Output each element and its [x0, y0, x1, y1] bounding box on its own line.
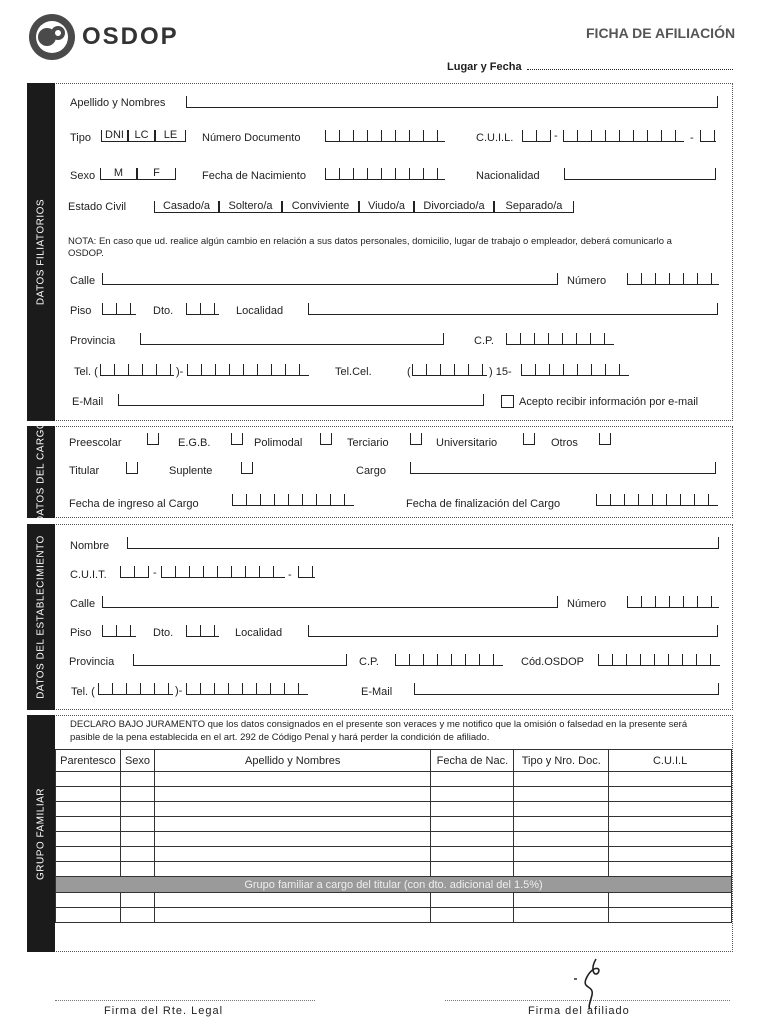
nivel-preescolar-checkbox[interactable]	[147, 433, 159, 445]
table-row[interactable]	[56, 772, 732, 787]
calle-label: Calle	[70, 275, 96, 287]
est-numero-label: Número	[567, 598, 607, 610]
num-doc-label: Número Documento	[202, 132, 301, 144]
est-calle-field[interactable]	[102, 596, 558, 608]
est-nombre-field[interactable]	[127, 537, 719, 549]
grupo-cargo-titular-label: Grupo familiar a cargo del titular (con dto. adicional del 1.5%)	[56, 877, 732, 893]
tipo-label: Tipo	[70, 132, 91, 144]
col-tipo-doc: Tipo y Nro. Doc.	[514, 750, 609, 772]
est-cuit-number-field[interactable]	[161, 566, 285, 578]
estado-civil-label: Estado Civil	[68, 201, 127, 213]
apellido-field[interactable]	[186, 96, 718, 108]
est-provincia-field[interactable]	[133, 654, 347, 666]
col-cuil: C.U.I.L	[609, 750, 732, 772]
est-nombre-label: Nombre	[70, 540, 110, 552]
nivel-otros-checkbox[interactable]	[599, 433, 611, 445]
est-email-field[interactable]	[414, 683, 719, 695]
est-numero-field[interactable]	[627, 596, 719, 608]
num-doc-field[interactable]	[325, 130, 445, 142]
numero-field[interactable]	[627, 273, 719, 285]
estado-separado-option[interactable]: Separado/a	[494, 201, 574, 213]
grupo-cargo-titular-row	[56, 877, 732, 893]
titular-checkbox[interactable]	[126, 462, 138, 474]
email-label: E-Mail	[72, 396, 104, 408]
establecimiento-sidebar	[27, 524, 55, 710]
nivel-egb-label: E.G.B.	[178, 437, 211, 449]
est-cuit-suffix-field[interactable]	[298, 566, 315, 578]
osdop-logo	[28, 13, 188, 61]
cuil-prefix-field[interactable]	[522, 130, 551, 142]
dto-field[interactable]	[186, 303, 219, 315]
acepto-email-label: Acepto recibir información por e-mail	[519, 396, 699, 408]
est-calle-label: Calle	[70, 598, 96, 610]
localidad-label: Localidad	[236, 305, 284, 317]
table-row[interactable]	[56, 832, 732, 847]
familiar-sidebar	[27, 715, 55, 952]
cod-osdop-label: Cód.OSDOP	[521, 656, 584, 668]
provincia-label: Provincia	[70, 335, 116, 347]
est-localidad-field[interactable]	[308, 625, 718, 637]
calle-field[interactable]	[102, 273, 558, 285]
col-fecha-nac: Fecha de Nac.	[431, 750, 514, 772]
estado-casado-option[interactable]: Casado/a	[154, 201, 219, 213]
cargo-label: Cargo	[356, 465, 386, 477]
nivel-universitario-checkbox[interactable]	[523, 433, 535, 445]
place-date-label: Lugar y Fecha	[447, 61, 522, 73]
est-piso-label: Piso	[70, 627, 92, 639]
suplente-label: Suplente	[169, 465, 213, 477]
est-tel-label: Tel. (	[71, 686, 95, 698]
titular-label: Titular	[69, 465, 100, 477]
cargo-field[interactable]	[410, 462, 716, 474]
cel-open: (	[407, 366, 411, 378]
declaro-text: DECLARO BAJO JURAMENTO que los datos consignados en el presente son veraces y me notifico que la omisión o falsedad en la presente será pasible de la pena establecida en el art. 292 de Código Penal y hará perder la condición de afiliado.	[70, 719, 688, 743]
table-row[interactable]	[56, 787, 732, 802]
tel-close: )-	[176, 366, 184, 378]
fecha-nac-label: Fecha de Nacimiento	[202, 170, 306, 182]
fecha-nac-field[interactable]	[325, 168, 445, 180]
logo-mark-icon	[28, 13, 76, 61]
cuil-number-field[interactable]	[563, 130, 684, 142]
est-cuit-dash-2: -	[288, 569, 292, 581]
estado-viudo-option[interactable]: Viudo/a	[359, 201, 414, 213]
cel-number-field[interactable]	[521, 364, 629, 376]
tel-number-field[interactable]	[187, 364, 309, 376]
cuil-dash-2: -	[690, 132, 694, 144]
piso-field[interactable]	[102, 303, 136, 315]
cuil-suffix-field[interactable]	[700, 130, 716, 142]
dto-label: Dto.	[153, 305, 174, 317]
cuil-label: C.U.I.L.	[476, 132, 514, 144]
estado-soltero-option[interactable]: Soltero/a	[219, 201, 282, 213]
sexo-m-option[interactable]: M	[100, 168, 137, 180]
cel-area-field[interactable]	[412, 364, 487, 376]
nivel-polimodal-label: Polimodal	[254, 437, 303, 449]
establecimiento-title: DATOS DEL ESTABLECIMIENTO	[35, 535, 47, 699]
est-piso-field[interactable]	[102, 625, 136, 637]
table-row[interactable]	[56, 802, 732, 817]
numero-label: Número	[567, 275, 607, 287]
estado-conviviente-option[interactable]: Conviviente	[282, 201, 359, 213]
firma-afiliado-label: Firma del afiliado	[528, 1005, 630, 1017]
est-dto-field[interactable]	[186, 625, 219, 637]
table-row[interactable]	[56, 817, 732, 832]
firma-afiliado-line[interactable]	[445, 1000, 730, 1001]
est-tel-number-field[interactable]	[186, 683, 308, 695]
fecha-ingreso-field[interactable]	[232, 494, 354, 506]
telcel-label: Tel.Cel.	[335, 366, 372, 378]
grupo-familiar-table	[55, 749, 732, 923]
familiar-title: GRUPO FAMILIAR	[35, 787, 47, 880]
sexo-f-option[interactable]: F	[137, 168, 176, 180]
nivel-otros-label: Otros	[551, 437, 578, 449]
table-row[interactable]	[56, 862, 732, 877]
nivel-terciario-checkbox[interactable]	[410, 433, 422, 445]
cod-osdop-field[interactable]	[598, 654, 720, 666]
fecha-fin-field[interactable]	[596, 494, 718, 506]
nivel-preescolar-label: Preescolar	[69, 437, 122, 449]
cp-label: C.P.	[474, 335, 494, 347]
est-tel-close: )-	[175, 685, 183, 697]
tipo-dni-option[interactable]: DNI	[101, 130, 128, 142]
est-cuit-dash-1: -	[153, 567, 157, 579]
nivel-universitario-label: Universitario	[436, 437, 498, 449]
apellido-label: Apellido y Nombres	[70, 97, 166, 109]
est-cuit-label: C.U.I.T.	[70, 569, 107, 581]
filiatorios-title: DATOS FILIATORIOS	[35, 198, 47, 306]
sexo-label: Sexo	[70, 170, 96, 182]
cp-field[interactable]	[506, 333, 614, 345]
nivel-egb-checkbox[interactable]	[231, 433, 243, 445]
filiatorios-sidebar	[27, 83, 55, 421]
form-title: FICHA DE AFILIACIÓN	[586, 25, 736, 41]
estado-divorciado-option[interactable]: Divorciado/a	[414, 201, 494, 213]
acepto-email-checkbox[interactable]	[501, 395, 514, 408]
email-field[interactable]	[118, 394, 484, 406]
est-provincia-label: Provincia	[69, 656, 115, 668]
signature-mark	[568, 955, 608, 1010]
fecha-ingreso-label: Fecha de ingreso al Cargo	[69, 498, 199, 510]
cargo-sidebar	[27, 420, 55, 524]
table-header-row	[56, 750, 732, 772]
nacionalidad-label: Nacionalidad	[476, 170, 540, 182]
suplente-checkbox[interactable]	[241, 462, 253, 474]
piso-label: Piso	[70, 305, 92, 317]
table-row[interactable]	[56, 908, 732, 923]
est-email-label: E-Mail	[361, 686, 393, 698]
col-sexo: Sexo	[120, 750, 154, 772]
cel-close: ) 15-	[489, 366, 512, 378]
tipo-lc-option[interactable]: LC	[128, 130, 155, 142]
firma-rte-line[interactable]	[55, 1000, 315, 1001]
provincia-field[interactable]	[140, 333, 444, 345]
est-tel-area-field[interactable]	[98, 683, 173, 695]
place-date-field[interactable]	[527, 69, 733, 70]
tel-label: Tel. (	[74, 366, 98, 378]
tipo-le-option[interactable]: LE	[155, 130, 186, 142]
est-localidad-label: Localidad	[235, 627, 283, 639]
fecha-fin-label: Fecha de finalización del Cargo	[406, 498, 561, 510]
nivel-polimodal-checkbox[interactable]	[320, 433, 332, 445]
table-row[interactable]	[56, 847, 732, 862]
cargo-title: DATOS DEL CARGO	[35, 420, 47, 524]
brand-name: OSDOP	[82, 23, 179, 50]
col-parentesco: Parentesco	[56, 750, 121, 772]
table-row[interactable]	[56, 893, 732, 908]
nota-text: NOTA: En caso que ud. realice algún cambio en relación a sus datos personales, domicilio, lugar de trabajo o empleador, deberá comunicarlo a OSDOP.	[68, 236, 672, 259]
cuil-dash-1: -	[554, 130, 558, 142]
tel-area-field[interactable]	[100, 364, 174, 376]
nivel-terciario-label: Terciario	[347, 437, 389, 449]
localidad-field[interactable]	[308, 303, 718, 315]
est-dto-label: Dto.	[153, 627, 174, 639]
col-apellido: Apellido y Nombres	[154, 750, 430, 772]
est-cp-field[interactable]	[395, 654, 503, 666]
firma-rte-label: Firma del Rte. Legal	[104, 1005, 224, 1017]
est-cp-label: C.P.	[359, 656, 379, 668]
est-cuit-prefix-field[interactable]	[120, 566, 149, 578]
nacionalidad-field[interactable]	[564, 168, 716, 180]
